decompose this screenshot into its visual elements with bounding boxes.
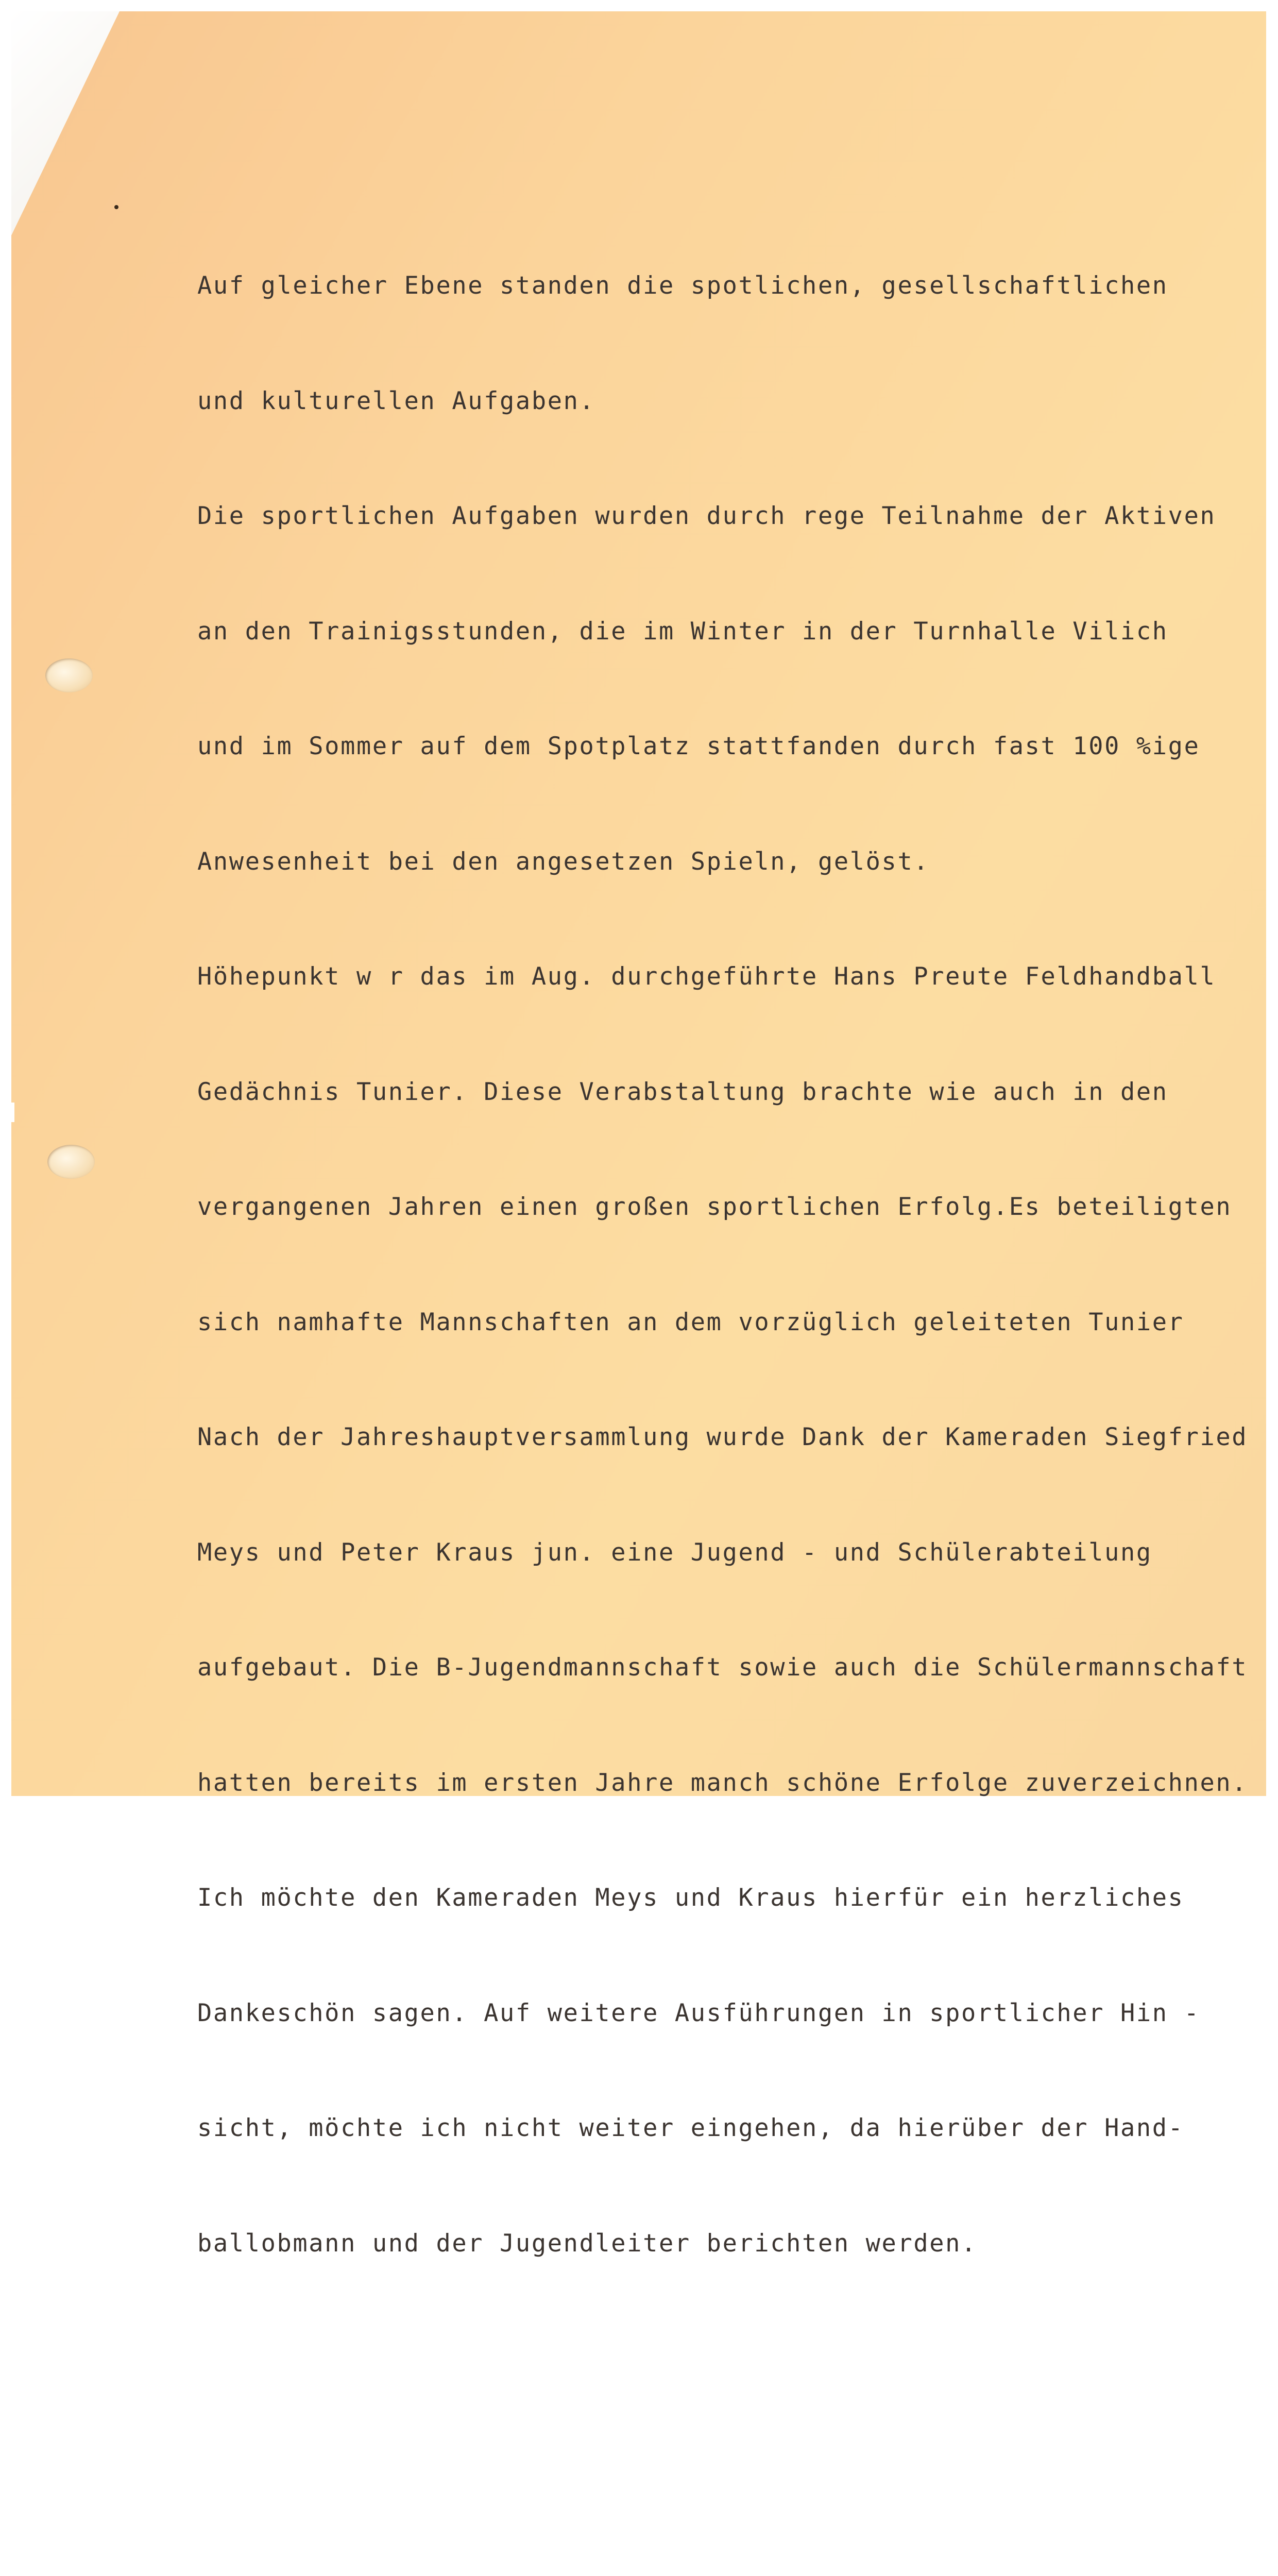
typewritten-text (197, 113, 1258, 2576)
text-line: Gedächnis Tunier. Diese Verabstaltung brachte wie auch in den (197, 1073, 1258, 1112)
punch-hole (47, 1145, 95, 1179)
text-line: Anwesenheit bei den angesetzen Spieln, gelöst. (197, 843, 1258, 882)
text-line: vergangenen Jahren einen großen sportlichen Erfolg.Es beteiligten (197, 1188, 1258, 1227)
text-line: ballobmann und der Jugendleiter berichten werden. (197, 2225, 1258, 2263)
text-line: hatten bereits im ersten Jahre manch schöne Erfolge zuverzeichnen. (197, 1764, 1258, 1803)
text-line: sicht, möchte ich nicht weiter eingehen, da hierüber der Hand- (197, 2109, 1258, 2148)
text-line: und im Sommer auf dem Spotplatz stattfanden durch fast 100 %ige (197, 727, 1258, 766)
text-line: aufgebaut. Die B-Jugendmannschaft sowie auch die Schülermannschaft (197, 1649, 1258, 1687)
text-line: Meys und Peter Kraus jun. eine Jugend - und Schülerabteilung (197, 1534, 1258, 1572)
text-line: Nach der Jahreshauptversammlung wurde Dank der Kameraden Siegfried (197, 1418, 1258, 1457)
paragraph-gap (197, 2416, 1258, 2455)
punch-hole (45, 658, 93, 692)
edge-nick (11, 1103, 14, 1122)
text-line: Die sportlichen Aufgaben wurden durch rege Teilnahme der Aktiven (197, 497, 1258, 536)
text-line: und kulturellen Aufgaben. (197, 382, 1258, 421)
text-line: sich namhafte Mannschaften an dem vorzüglich geleiteten Tunier (197, 1303, 1258, 1342)
text-line: Auf gleicher Ebene standen die spotlichen, gesellschaftlichen (197, 267, 1258, 306)
paragraph-sports (197, 190, 1258, 2340)
text-line: an den Trainigsstunden, die im Winter in der Turnhalle Vilich (197, 613, 1258, 651)
text-line: Dankeschön sagen. Auf weitere Ausführungen in sportlicher Hin - (197, 1994, 1258, 2033)
text-line: Ich möchte den Kameraden Meys und Kraus hierfür ein herzliches (197, 1879, 1258, 1918)
margin-mark (114, 205, 118, 209)
paragraph-social (197, 2532, 1258, 2576)
text-line: Höhepunkt w r das im Aug. durchgeführte Hans Preute Feldhandball (197, 958, 1258, 996)
